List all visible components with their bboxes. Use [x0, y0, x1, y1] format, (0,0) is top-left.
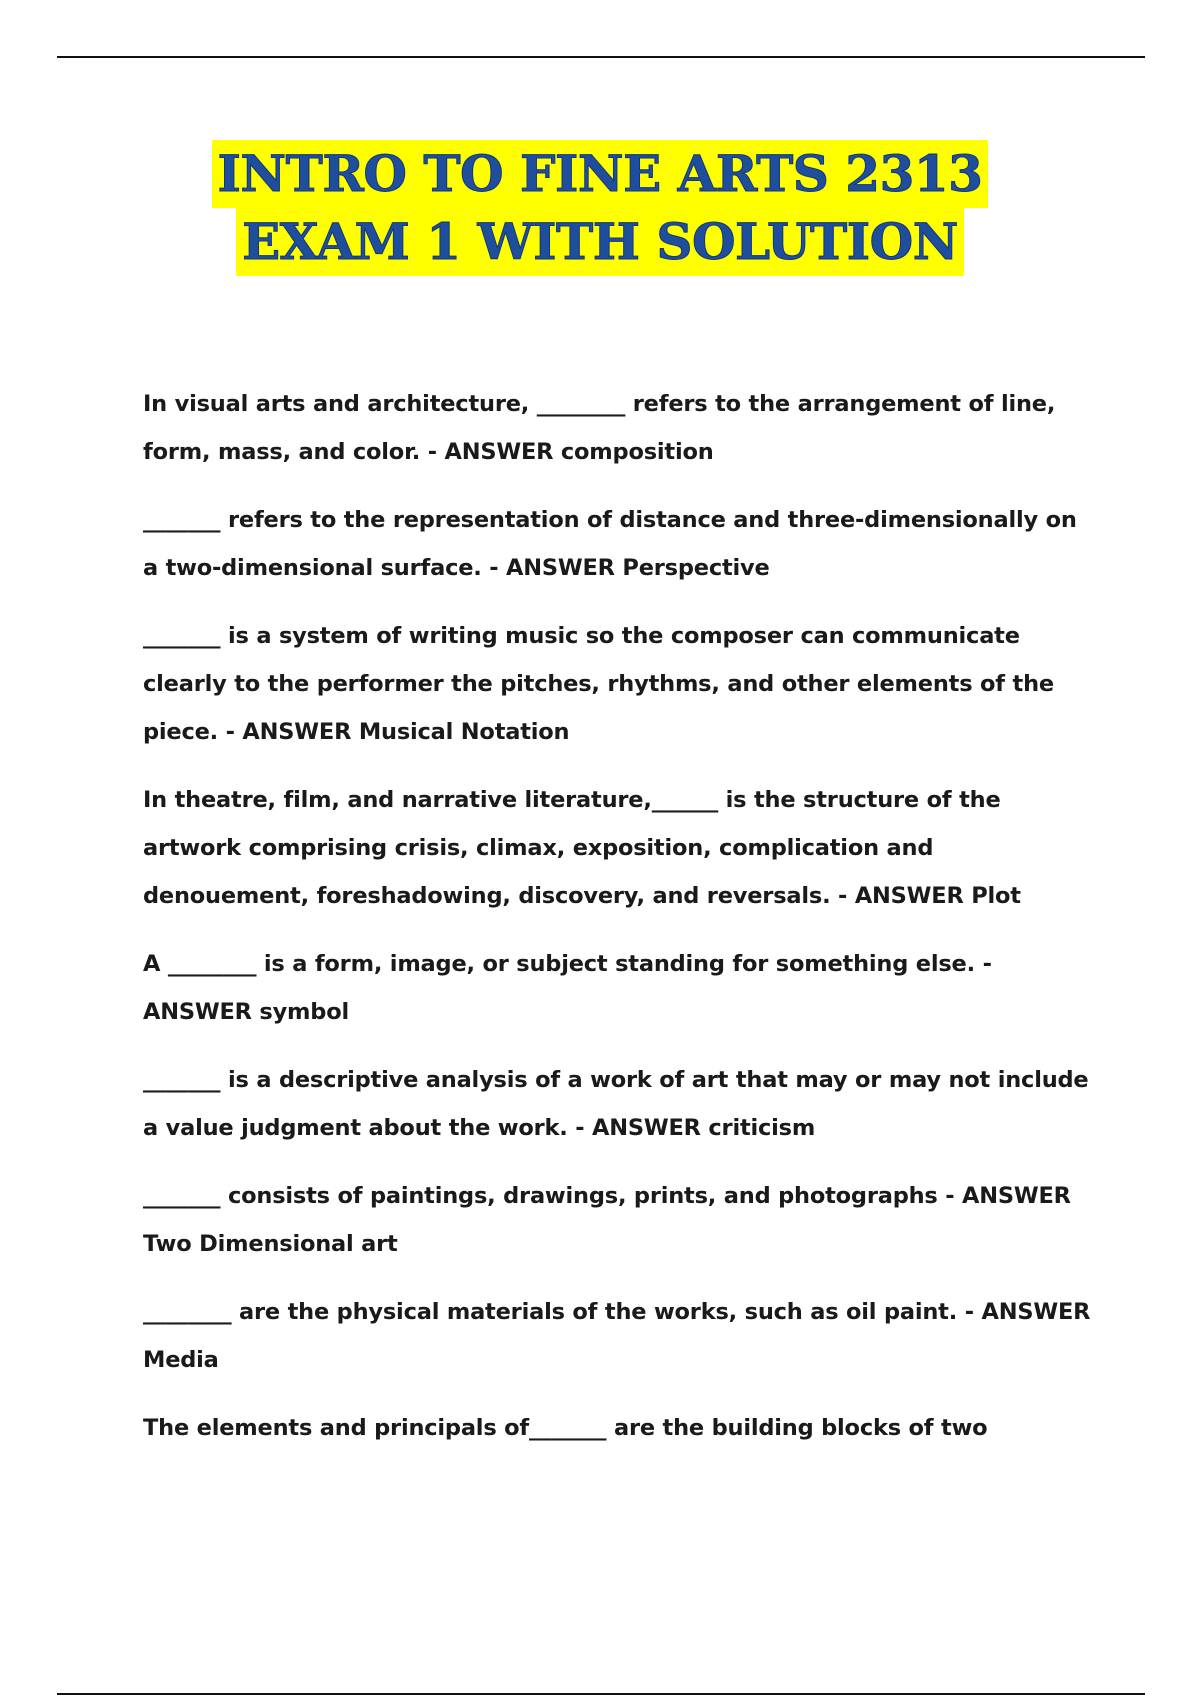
- question-item: _______ is a system of writing music so the composer can communicate clearly to the performer the pitches, rhythms, and other elements of the piece. - ANSWER Musical Notation: [143, 623, 1054, 745]
- bottom-rule: [57, 1693, 1145, 1695]
- question-item: In visual arts and architecture, ________ refers to the arrangement of line, form, mass, and color. - ANSWER composition: [143, 391, 1056, 465]
- question-item: A ________ is a form, image, or subject standing for something else. - ANSWER symbol: [143, 951, 992, 1025]
- question-item: In theatre, film, and narrative literature,______ is the structure of the artwork comprising crisis, climax, exposition, complication and denouement, foreshadowing, discovery, and reversals. - ANSWER Plot: [143, 787, 1021, 909]
- question-item: ________ are the physical materials of the works, such as oil paint. - ANSWER Media: [143, 1299, 1091, 1373]
- document-title: [0, 140, 1200, 276]
- question-list: [143, 380, 1093, 1472]
- question-item: _______ consists of paintings, drawings, prints, and photographs - ANSWER Two Dimensional art: [143, 1183, 1071, 1257]
- question-item: The elements and principals of_______ are the building blocks of two: [143, 1415, 988, 1441]
- question-item: _______ refers to the representation of distance and three-dimensionally on a two-dimensional surface. - ANSWER Perspective: [143, 507, 1077, 581]
- title-line-2: EXAM 1 WITH SOLUTION: [236, 208, 964, 276]
- title-line-1: INTRO TO FINE ARTS 2313: [212, 140, 989, 208]
- top-rule: [57, 56, 1145, 58]
- question-item: _______ is a descriptive analysis of a work of art that may or may not include a value judgment about the work. - ANSWER criticism: [143, 1067, 1089, 1141]
